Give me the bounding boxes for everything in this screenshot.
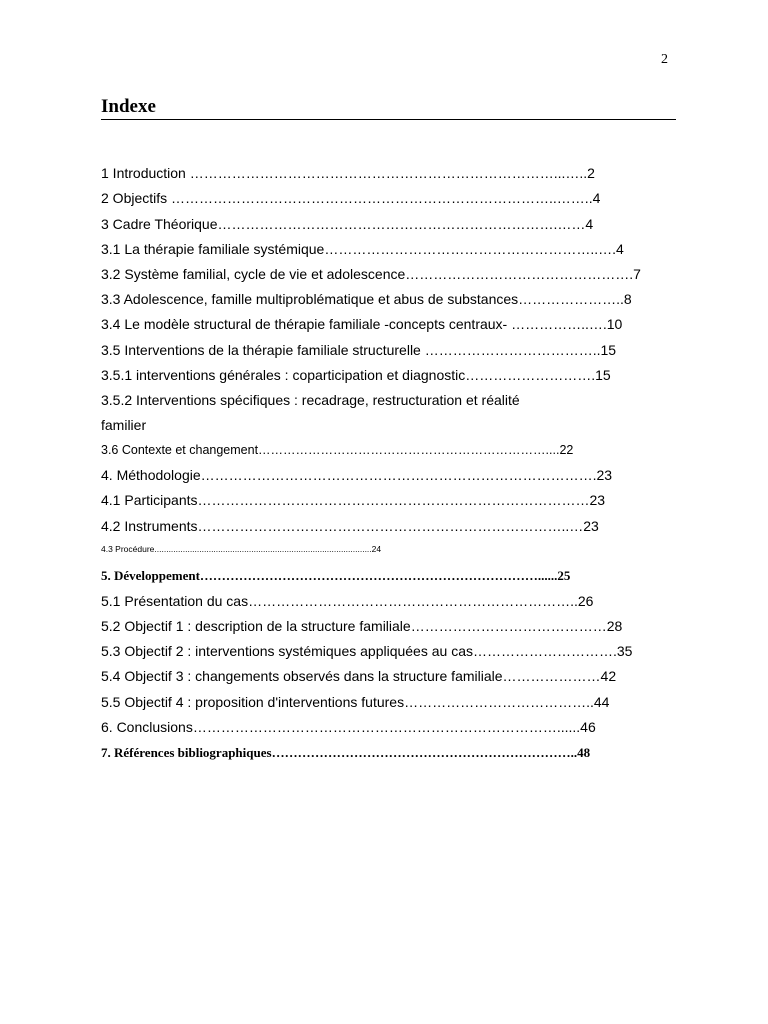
toc-entry: 5.3 Objectif 2 : interventions systémiques appliquées au cas………………………….35: [101, 643, 633, 659]
toc-entry: 3.6 Contexte et changement……………………………………………………………....22: [101, 443, 574, 457]
toc-entry: 7. Références bibliographiques……………………………………………………………..48: [101, 745, 591, 760]
toc-entry: 3.5.1 interventions générales : coparticipation et diagnostic……………………….15: [101, 367, 611, 383]
toc-entry: 5.4 Objectif 3 : changements observés dans la structure familiale…………………42: [101, 668, 617, 684]
toc-entry: 3.1 La thérapie familiale systémique…………………………………………………..….4: [101, 241, 624, 257]
toc-entry: 1 Introduction ……………………………………………………………………...…..2: [101, 165, 595, 181]
toc-entry: 4.2 Instruments……………………………………………………………………..…23: [101, 518, 599, 534]
toc-entry: 4. Méthodologie………………………………………………………………………….23: [101, 467, 613, 483]
toc-entry: 5. Développement……………………………………………………………………......25: [101, 568, 571, 583]
toc-entry: 3.5.2 Interventions spécifiques : recadrage, restructuration et réalité: [101, 392, 520, 408]
toc-entry: 3.2 Système familial, cycle de vie et adolescence………………………………………….7: [101, 266, 641, 282]
toc-entry: 4.3 Procédure............................................................................................24: [101, 544, 382, 554]
toc-entry: 3.3 Adolescence, famille multiproblématique et abus de substances…………………..8: [101, 291, 632, 307]
toc-entry: 3 Cadre Théorique……………………………………………………………….……4: [101, 216, 594, 232]
page-title: Indexe: [101, 96, 156, 117]
toc-entry: 5.5 Objectif 4 : proposition d'interventions futures…………………………………..44: [101, 694, 610, 710]
toc-entry: 4.1 Participants…………………………………………………………………………23: [101, 492, 606, 508]
toc-entry: 2 Objectifs ………………………………………………………………………..……..4: [101, 190, 601, 206]
page-number: 2: [661, 52, 668, 67]
toc-entry: familier: [101, 417, 147, 433]
toc-entry: 6. Conclusions……………………………………………………………………......46: [101, 719, 596, 735]
toc-entry: 3.4 Le modèle structural de thérapie familiale -concepts centraux- ……………..….10: [101, 316, 623, 332]
toc-entry: 3.5 Interventions de la thérapie familiale structurelle ………………………………..15: [101, 342, 617, 358]
toc-entry: 5.2 Objectif 1 : description de la structure familiale……………………………………28: [101, 618, 623, 634]
heading-underline: [101, 119, 676, 120]
toc-entry: 5.1 Présentation du cas……………………………………………………………..26: [101, 593, 594, 609]
